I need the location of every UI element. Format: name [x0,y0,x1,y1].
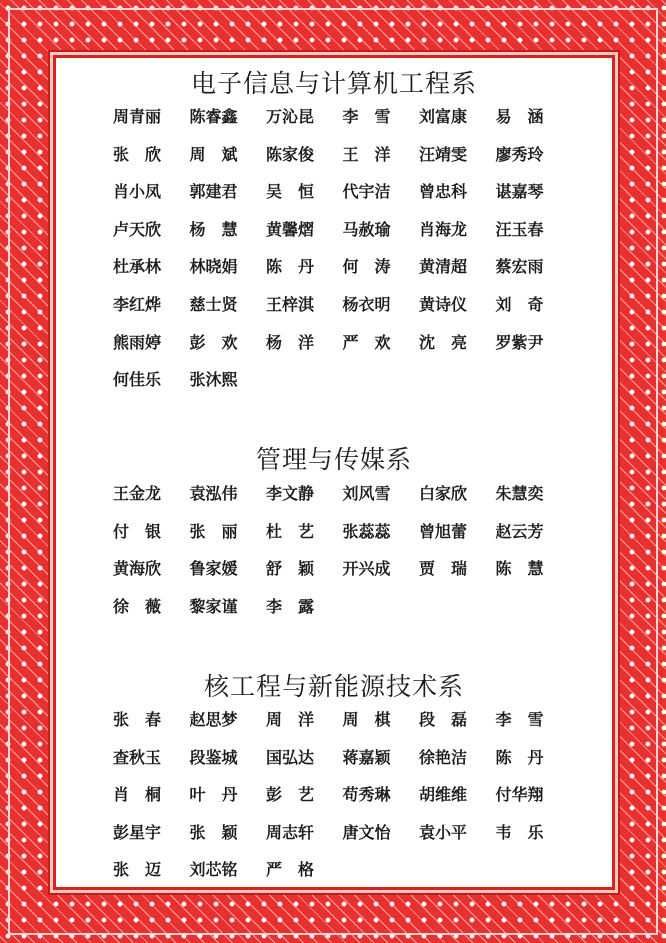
person-name: 肖小凤 [113,182,162,202]
person-name: 彭 艺 [266,785,315,805]
person-name: 马赦瑜 [342,219,391,239]
person-name: 蒋嘉颖 [342,747,391,767]
section-title-electronics: 电子信息与计算机工程系 [190,69,477,98]
person-name: 曾忠科 [419,182,468,202]
person-name: 王梓淇 [266,294,315,314]
person-name: 杨衣明 [342,294,391,314]
person-name: 何 涛 [342,257,391,277]
person-name: 代宇洁 [342,182,391,202]
person-name: 罗紫尹 [495,332,544,352]
person-name: 唐文怡 [342,822,391,842]
person-name: 黄诗仪 [419,294,468,314]
person-name: 开兴成 [342,559,391,579]
person-name: 张 春 [113,710,162,729]
person-name: 刘芯铭 [189,860,238,880]
person-name: 段鉴城 [189,747,238,767]
section-title-nuclear: 核工程与新能源技术系 [203,672,464,701]
person-name: 肖海龙 [419,219,468,239]
person-name: 李文静 [266,484,315,503]
person-name: 袁泓伟 [189,484,238,503]
person-name: 黄馨熠 [266,219,315,239]
person-name: 黄海欣 [113,559,162,579]
person-name: 赵思梦 [189,710,238,729]
person-name: 苟秀琳 [342,785,391,805]
person-name: 彭 欢 [189,332,238,352]
person-name: 刘富康 [419,107,468,126]
person-name: 吴 恒 [266,182,315,202]
name-list-electronics [113,107,583,408]
person-name: 李 雪 [342,107,391,126]
person-name: 杜 艺 [266,521,315,541]
person-name: 黄清超 [419,257,468,277]
person-name: 国弘达 [266,747,315,767]
person-name: 张 欣 [113,144,162,164]
person-name: 叶 丹 [189,785,238,805]
person-name: 鲁家媛 [189,559,238,579]
person-name: 蔡宏雨 [495,257,544,277]
person-name: 何佳乐 [113,370,162,390]
person-name: 廖秀玲 [495,144,544,164]
person-name: 万沁昆 [266,107,315,126]
person-name: 查秋玉 [113,747,162,767]
person-name: 彭星宇 [113,822,162,842]
person-name: 陈 丹 [266,257,315,277]
person-name: 肖 桐 [113,785,162,805]
person-name: 熊雨婷 [113,332,162,352]
person-name: 王 洋 [342,144,391,164]
name-list-management [113,484,583,634]
person-name: 段 磊 [419,710,468,729]
person-name: 慈士贤 [189,294,238,314]
person-name: 刘 奇 [495,294,544,314]
person-name: 周青丽 [113,107,162,126]
person-name: 陈睿鑫 [189,107,238,126]
person-name: 汪靖雯 [419,144,468,164]
person-name: 张蕊蕊 [342,521,391,541]
person-name: 周 斌 [189,144,238,164]
person-name: 王金龙 [113,484,162,503]
person-name: 张 颖 [189,822,238,842]
person-name: 刘风雪 [342,484,391,503]
person-name: 张 丽 [189,521,238,541]
person-name: 李红烨 [113,294,162,314]
person-name: 陈 慧 [495,559,544,579]
person-name: 徐 薇 [113,596,162,616]
person-name: 张 迈 [113,860,162,880]
person-name: 曾旭蕾 [419,521,468,541]
person-name: 舒 颖 [266,559,315,579]
person-name: 白家欣 [419,484,468,503]
person-name: 杜承林 [113,257,162,277]
person-name: 李 雪 [495,710,544,729]
person-name: 周 棋 [342,710,391,729]
person-name: 胡维维 [419,785,468,805]
person-name: 郭建君 [189,182,238,202]
person-name: 陈家俊 [266,144,315,164]
person-name: 易 涵 [495,107,544,126]
section-title-management: 管理与传媒系 [255,445,412,474]
person-name: 付华翔 [495,785,544,805]
person-name: 严 格 [266,860,315,880]
person-name: 陈 丹 [495,747,544,767]
person-name: 周 洋 [266,710,315,729]
person-name: 韦 乐 [495,822,544,842]
person-name: 周志轩 [266,822,315,842]
person-name: 赵云芳 [495,521,544,541]
person-name: 沈 亮 [419,332,468,352]
person-name: 卢天欣 [113,219,162,239]
person-name: 徐艳洁 [419,747,468,767]
person-name: 张沐熙 [189,370,238,390]
person-name: 杨 慧 [189,219,238,239]
person-name: 杨 洋 [266,332,315,352]
person-name: 朱慧奕 [495,484,544,503]
certificate-paper [56,58,612,887]
person-name: 李 露 [266,596,315,616]
person-name: 付 银 [113,521,162,541]
person-name: 严 欢 [342,332,391,352]
person-name: 黎家谨 [189,596,238,616]
person-name: 袁小平 [419,822,468,842]
person-name: 贾 瑞 [419,559,468,579]
person-name: 汪玉春 [495,219,544,239]
person-name: 林晓娟 [189,257,238,277]
person-name: 谌嘉琴 [495,182,544,202]
name-list-nuclear [113,710,583,898]
